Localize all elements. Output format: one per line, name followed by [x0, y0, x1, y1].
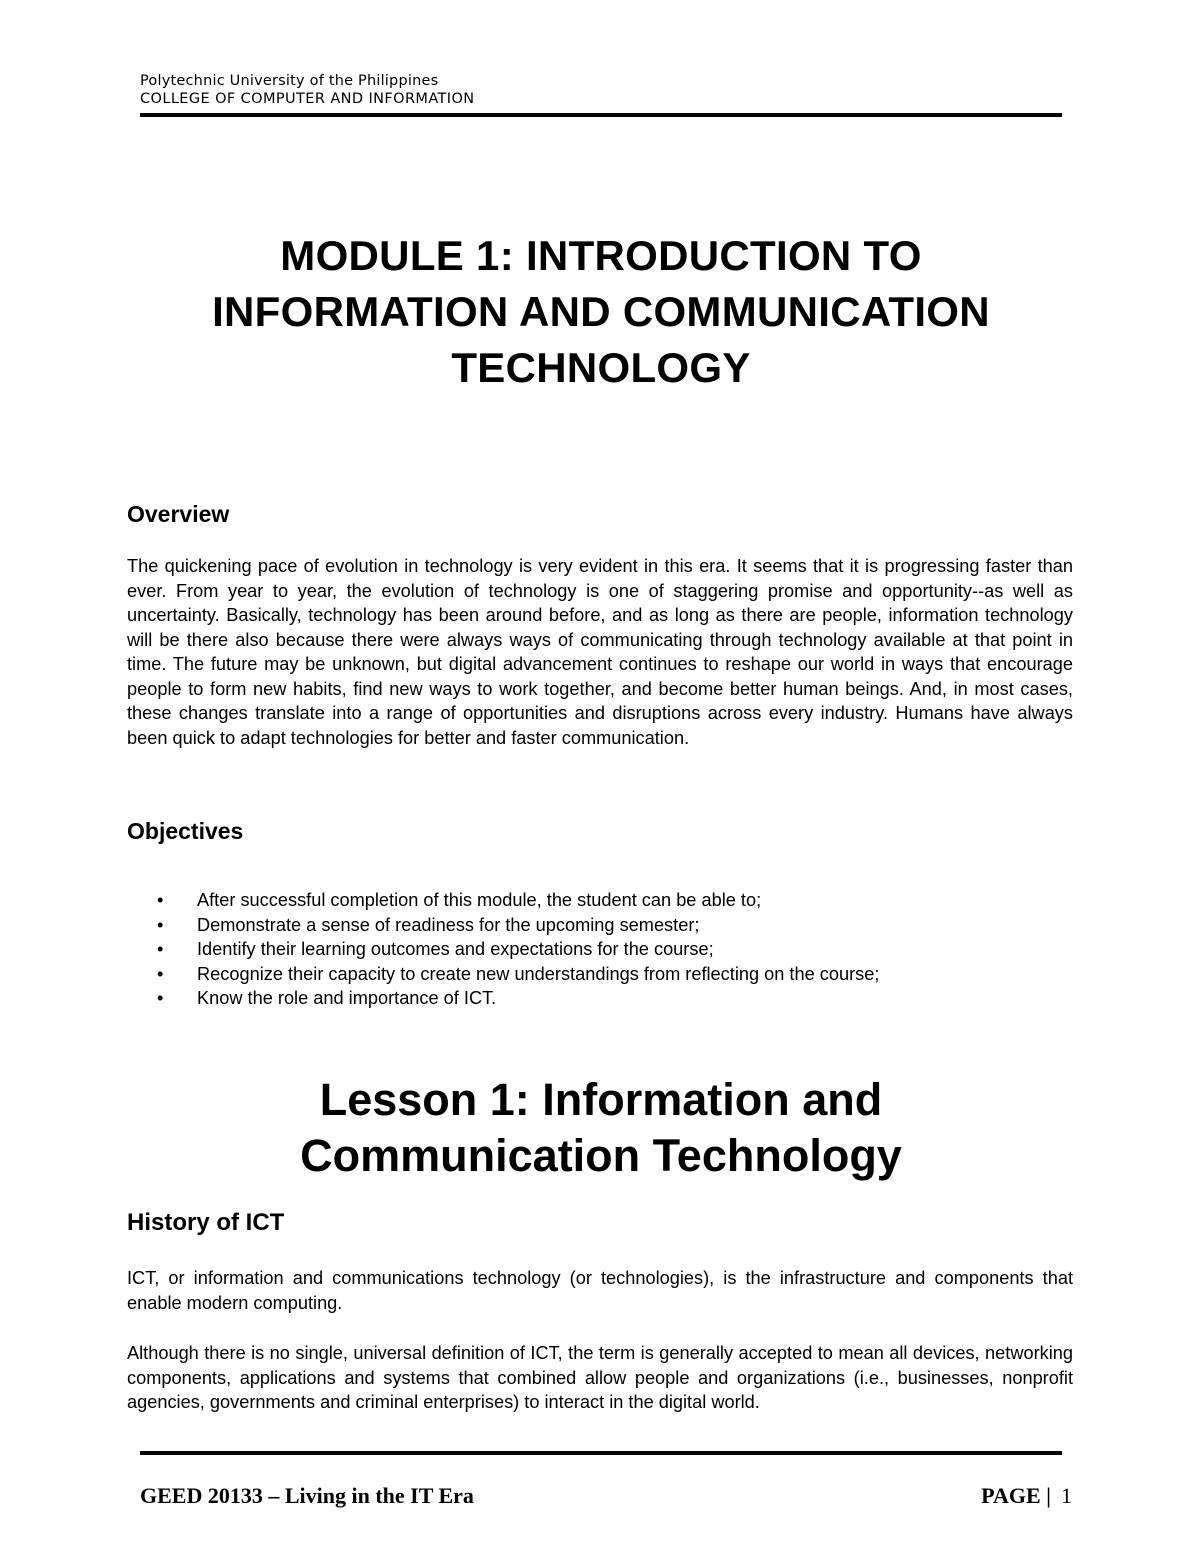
bullet-icon: • — [157, 890, 164, 910]
history-paragraph-1: ICT, or information and communications technology (or technologies), is the infrastructure and components that enable modern computing. — [127, 1268, 1073, 1313]
college-name: COLLEGE OF COMPUTER AND INFORMATION — [140, 91, 475, 107]
bullet-icon: • — [157, 939, 164, 959]
list-item — [127, 986, 1073, 1011]
bullet-icon: • — [157, 963, 164, 984]
module-title-line-3: TECHNOLOGY — [451, 344, 751, 391]
page-label: PAGE | — [981, 1483, 1051, 1508]
module-title-line-2: INFORMATION AND COMMUNICATION — [212, 288, 990, 335]
module-title — [140, 228, 1062, 396]
objectives-list — [127, 888, 1073, 1011]
page-number: 1 — [1061, 1483, 1072, 1508]
lesson-title-line-1: Lesson 1: Information and — [319, 1074, 883, 1125]
objectives-heading: Objectives — [127, 818, 244, 844]
overview-heading: Overview — [127, 501, 230, 527]
bullet-icon: • — [157, 988, 164, 1008]
history-paragraph-2: Although there is no single, universal definition of ICT, the term is generally accepted to mean all devices, networking components, applications and systems that combined allow people and organizations (i.e., businesses, nonprofit agencies, governments and criminal enterprises) to interact in the digital world. — [127, 1343, 1073, 1412]
history-heading: History of ICT — [127, 1209, 285, 1236]
objective-text: Know the role and importance of ICT. — [197, 988, 497, 1008]
bullet-icon: • — [157, 914, 164, 935]
objective-text: After successful completion of this module, the student can be able to; — [197, 890, 762, 910]
page-header — [140, 72, 1062, 108]
overview-paragraph: The quickening pace of evolution in technology is very evident in this era. It seems that it is progressing faster than ever. From year to year, the evolution of technology is one of staggering promise and opportunity--as well as uncertainty. Basically, technology has been around before, and as long as there are people, information technology will be there also because there were always ways of communicating through technology available at that point in time. The future may be unknown, but digital advancement continues to reshape our world in ways that encourage people to form new habits, find new ways to work together, and become better human beings. And, in most cases, these changes translate into a range of opportunities and disruptions across every industry. Humans have always been quick to adapt technologies for better and faster communication. — [127, 556, 1073, 748]
module-title-line-1: MODULE 1: INTRODUCTION TO — [280, 232, 922, 279]
list-item — [127, 913, 1073, 938]
lesson-title — [140, 1072, 1062, 1184]
footer-divider — [140, 1451, 1062, 1455]
lesson-title-line-2: Communication Technology — [300, 1130, 902, 1181]
university-name: Polytechnic University of the Philippines — [140, 73, 439, 89]
objective-text: Identify their learning outcomes and expectations for the course; — [197, 939, 714, 959]
header-divider — [140, 113, 1062, 117]
course-title: GEED 20133 – Living in the IT Era — [140, 1483, 474, 1508]
objective-text: Recognize their capacity to create new understandings from reflecting on the course; — [197, 963, 880, 984]
list-item — [127, 937, 1073, 962]
page-indicator — [981, 1483, 1072, 1509]
objective-text: Demonstrate a sense of readiness for the upcoming semester; — [197, 914, 700, 935]
list-item — [127, 888, 1073, 913]
list-item — [127, 962, 1073, 987]
